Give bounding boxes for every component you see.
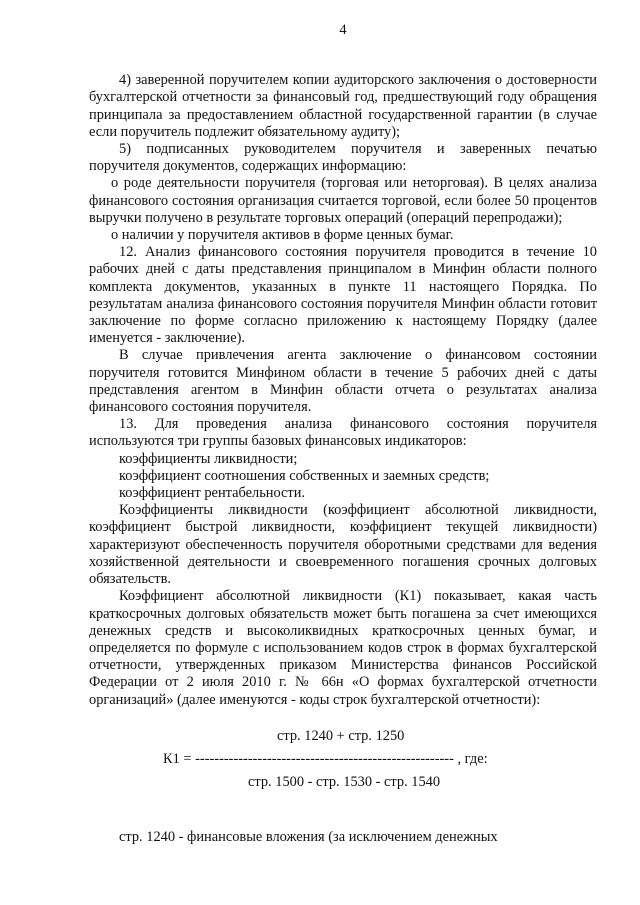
formula-k1: [89, 728, 597, 797]
paragraph-item-5: 5) подписанных руководителем поручителя и заверенных печатью поручителя документов, содержащих информацию:: [89, 141, 597, 175]
list-item-equity-debt-ratio: коэффициент соотношения собственных и заемных средств;: [119, 467, 490, 484]
paragraph-securities: о наличии у поручителя активов в форме ценных бумаг.: [111, 227, 454, 244]
paragraph-liquidity-ratios: Коэффициенты ликвидности (коэффициент абсолютной ликвидности, коэффициент быстрой ликвидности, коэффициент текущей ликвидности) характеризуют обеспеченность поручителя оборотными средствами для ведения хозяйственной деятельности и своевременного погашения срочных долговых обязательств.: [89, 502, 597, 588]
formula-main-line: [163, 751, 488, 768]
list-item-profitability: коэффициент рентабельности.: [119, 485, 305, 502]
formula-numerator-row: [89, 728, 597, 751]
page-number: 4: [339, 22, 347, 38]
document-page: [89, 22, 597, 846]
paragraph-agent-case: В случае привлечения агента заключение о финансовом состоянии поручителя готовится Минфином области в течение 5 рабочих дней с даты представления агентом в Минфин области отчета о результатах анализа финансового состояния поручителя.: [89, 347, 597, 416]
paragraph-clause-13: 13. Для проведения анализа финансового состояния поручителя используются три группы базовых финансовых индикаторов:: [89, 416, 597, 450]
paragraph-item-4: 4) заверенной поручителем копии аудиторского заключения о достоверности бухгалтерской отчетности за финансовый год, предшествующий году обращения принципала за предоставлением областной государственной гарантии (в случае если поручитель подлежит обязательному аудиту);: [89, 72, 597, 140]
paragraph-absolute-liquidity: Коэффициент абсолютной ликвидности (К1) показывает, какая часть краткосрочных долговых обязательств может быть погашена за счет имеющихся денежных средств и высоколиквидных краткосрочных ценных бумаг, и определяется по формуле с использованием кодов строк в формах бухгалтерской отчетности, утвержденных приказом Министерства финансов Российской Федерации от 2 июля 2010 г. № 66н «О формах бухгалтерской отчетности организаций» (далее именуются - коды строк бухгалтерской отчетности):: [89, 588, 597, 708]
formula-suffix: , где:: [453, 750, 488, 767]
formula-denominator: стр. 1500 - стр. 1530 - стр. 1540: [248, 773, 441, 790]
formula-lhs: К1 =: [163, 750, 196, 767]
paragraph-clause-12: 12. Анализ финансового состояния поручителя проводится в течение 10 рабочих дней с даты представления принципалом в Минфин области полного комплекта документов, указанных в пункте 11 настоящего Порядка. По результатам анализа финансового состояния поручителя Минфин области готовит заключение по форме согласно приложению к настоящему Порядку (далее именуется - заключение).: [89, 244, 597, 347]
formula-fraction-line: ------------------------------------------------------: [195, 750, 454, 767]
paragraph-line-1240: стр. 1240 - финансовые вложения (за исключением денежных: [119, 828, 498, 845]
formula-numerator: стр. 1240 + стр. 1250: [277, 727, 405, 744]
paragraph-activity-type: о роде деятельности поручителя (торговая или неторговая). В целях анализа финансового состояния организация считается торговой, если более 50 процентов выручки получено в результате торговых операций (операций перепродажи);: [89, 175, 597, 226]
formula-main-row: [89, 751, 597, 774]
formula-denominator-row: [89, 774, 597, 797]
list-item-liquidity: коэффициенты ликвидности;: [119, 450, 298, 467]
